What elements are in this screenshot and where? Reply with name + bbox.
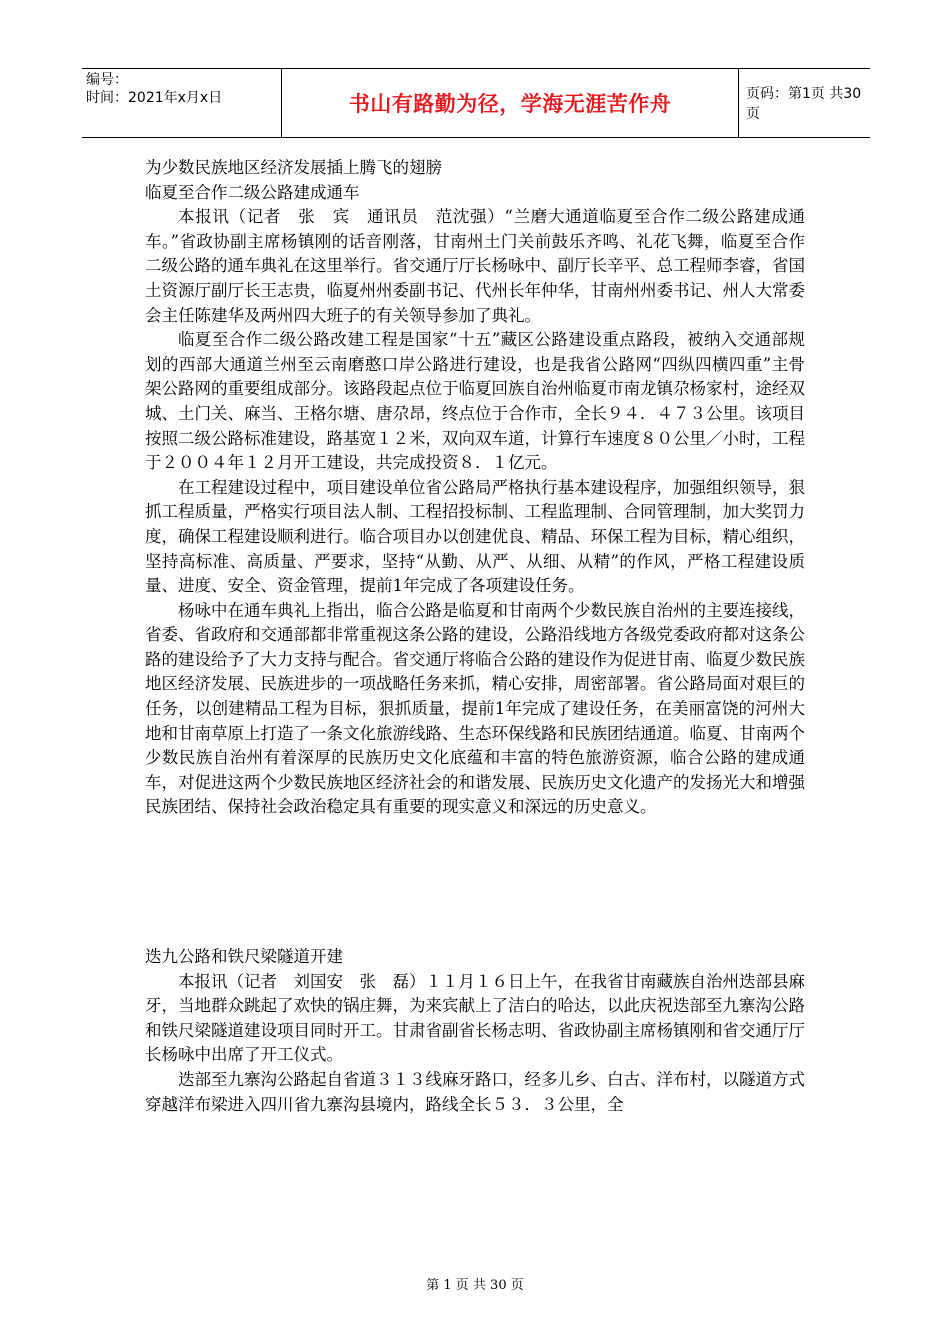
header-motto: 书山有路勤为径，学海无涯苦作舟 — [348, 92, 672, 116]
article-title: 迭九公路和铁尺梁隧道开建 — [145, 947, 343, 967]
document-number: 编号： — [86, 72, 128, 88]
article-title: 为少数民族地区经济发展插上腾飞的翅膀 — [145, 158, 442, 177]
article-paragraph: 本报讯（记者 刘国安 张 磊）１１月１６日上午，在我省甘南藏族自治州迭部县麻牙，当地群众跳起了欢快的锅庄舞，为来宾献上了洁白的哈达，以此庆祝迭部至九寨沟公路和铁尺梁隧道建设项目同时开工。甘肃省副省长杨志明、省政协副主席杨镇刚和省交通厅厅长杨咏中出席了开工仪式。 — [145, 971, 805, 1065]
page-footer: 第 1 页 共 30 页 — [426, 1278, 524, 1293]
document-body — [145, 156, 805, 1117]
article-paragraph: 迭部至九寨沟公路起自省道３１３线麻牙路口，经多儿乡、白古、洋布村，以隧道方式穿越洋布梁进入四川省九寨沟县境内，路线全长５３．３公里，全 — [145, 1070, 805, 1114]
article-subtitle: 临夏至合作二级公路建成通车 — [145, 182, 360, 202]
document-date: 时间：2021年x月x日 — [86, 90, 223, 106]
header-meta — [82, 69, 282, 137]
page-header — [82, 68, 870, 138]
article-paragraph: 在工程建设过程中，项目建设单位省公路局严格执行基本建设程序，加强组织领导，狠抓工程质量，严格实行项目法人制、工程招投标制、工程监理制、合同管理制，加大奖罚力度，确保工程建设顺利进行。临合项目办以创建优良、精品、环保工程为目标，精心组织，坚持高标准、高质量、严要求，坚持“从勤、从严、从细、从精”的作风，严格工程建设质量、进度、安全、资金管理，提前1年完成了各项建设任务。 — [145, 477, 805, 596]
header-page-number: 页码：第1页 共30页 — [746, 86, 862, 122]
article-paragraph: 本报讯（记者 张 宾 通讯员 范沈强）“兰磨大通道临夏至合作二级公路建成通车。”省政协副主席杨镇刚的话音刚落，甘南州土门关前鼓乐齐鸣、礼花飞舞，临夏至合作二级公路的通车典礼在这里举行。省交通厅厅长杨咏中、副厅长辛平、总工程师李睿，省国土资源厅副厅长王志贵，临夏州州委副书记、代州长年仲华，甘南州州委书记、州人大常委会主任陈建华及两州四大班子的有关领导参加了典礼。 — [145, 207, 805, 325]
header-motto-cell — [282, 69, 739, 137]
section-spacer — [145, 820, 805, 945]
article-paragraph: 临夏至合作二级公路改建工程是国家“十五”藏区公路建设重点路段，被纳入交通部规划的西部大通道兰州至云南磨憨口岸公路进行建设，也是我省公路网“四纵四横四重”主骨架公路网的重要组成部分。该路段起点位于临夏回族自治州临夏市南龙镇尕杨家村，途经双城、土门关、麻当、王格尔塘、唐尕昂，终点位于合作市，全长９４．４７３公里。该项目按照二级公路标准建设，路基宽１２米，双向双车道，计算行车速度８０公里／小时，工程于２００４年１２月开工建设，共完成投资８．１亿元。 — [145, 330, 805, 473]
article-paragraph: 杨咏中在通车典礼上指出，临合公路是临夏和甘南两个少数民族自治州的主要连接线，省委、省政府和交通部都非常重视这条公路的建设，公路沿线地方各级党委政府都对这条公路的建设给予了大力支持与配合。省交通厅将临合公路的建设作为促进甘南、临夏少数民族地区经济发展、民族进步的一项战略任务来抓，精心安排，周密部署。省公路局面对艰巨的任务，以创建精品工程为目标，狠抓质量，提前1年完成了建设任务，在美丽富饶的河州大地和甘南草原上打造了一条文化旅游线路、生态环保线路和民族团结通道。临夏、甘南两个少数民族自治州有着深厚的民族历史文化底蕴和丰富的特色旅游资源，临合公路的建成通车，对促进这两个少数民族地区经济社会的和谐发展、民族历史文化遗产的发扬光大和增强民族团结、保持社会政治稳定具有重要的现实意义和深远的历史意义。 — [145, 600, 805, 817]
